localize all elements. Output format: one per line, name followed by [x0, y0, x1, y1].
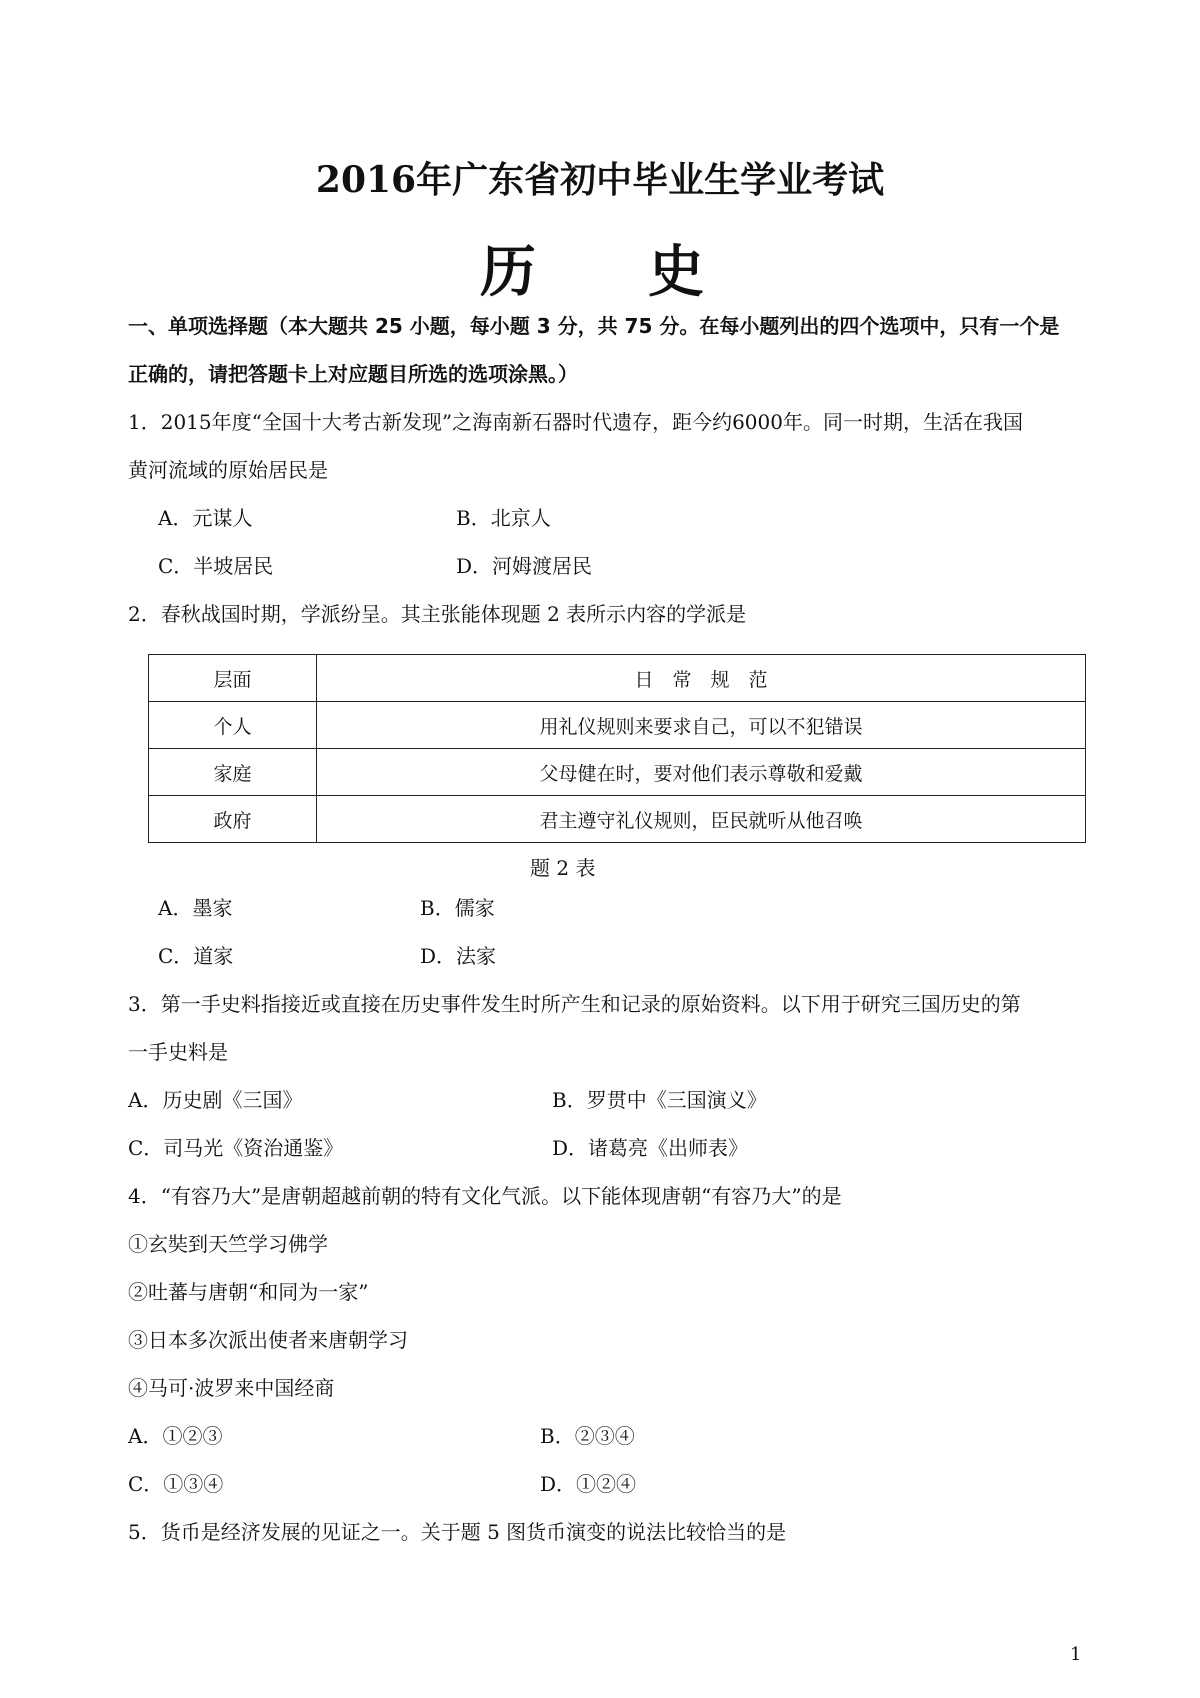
q5-stem: 5．货币是经济发展的见证之一。关于题 5 图货币演变的说法比较恰当的是: [128, 1520, 787, 1544]
table-cell: 政府: [149, 796, 317, 843]
table-cell: 父母健在时，要对他们表示尊敬和爱戴: [317, 749, 1086, 796]
q4-stem: 4．“有容乃大”是唐朝超越前朝的特有文化气派。以下能体现唐朝“有容乃大”的是: [128, 1184, 842, 1208]
q2-table: [148, 654, 1086, 843]
table-cell: 用礼仪规则来要求自己，可以不犯错误: [317, 702, 1086, 749]
q2-table-caption: 题 2 表: [530, 856, 596, 880]
q3-option-a: A．历史剧《三国》: [128, 1088, 303, 1112]
table-header-row: [149, 655, 1086, 702]
table-row: [149, 702, 1086, 749]
q3-option-b: B．罗贯中《三国演义》: [552, 1088, 767, 1112]
q3-option-c: C．司马光《资治通鉴》: [128, 1136, 344, 1160]
q4-option-d: D．①②④: [540, 1472, 637, 1496]
section-instruction-line-1: 一、单项选择题（本大题共 25 小题，每小题 3 分，共 75 分。在每小题列出的四个选项中，只有一个是: [128, 314, 1060, 338]
q1-option-b: B．北京人: [456, 506, 551, 530]
q1-option-a: A．元谋人: [158, 506, 253, 530]
q4-item-1: ①玄奘到天竺学习佛学: [128, 1232, 328, 1256]
exam-title: 2016年广东省初中毕业生学业考试: [315, 159, 885, 201]
q4-item-4: ④马可·波罗来中国经商: [128, 1376, 335, 1400]
table-row: [149, 796, 1086, 843]
table-header-cell: 层面: [149, 655, 317, 702]
table-header-cell: 日 常 规 范: [317, 655, 1086, 702]
table-cell: 家庭: [149, 749, 317, 796]
q4-option-a: A．①②③: [128, 1424, 223, 1448]
q1-option-c: C．半坡居民: [158, 554, 274, 578]
q3-option-d: D．诸葛亮《出师表》: [552, 1136, 749, 1160]
q1-stem-line-1: 1．2015年度“全国十大考古新发现”之海南新石器时代遗存，距今约6000年。同一时期，生活在我国: [128, 410, 1023, 434]
q4-item-3: ③日本多次派出使者来唐朝学习: [128, 1328, 408, 1352]
section-instruction-line-2: 正确的，请把答题卡上对应题目所选的选项涂黑。）: [128, 362, 578, 386]
q4-item-2: ②吐蕃与唐朝“和同为一家”: [128, 1280, 369, 1304]
q2-option-b: B．儒家: [420, 896, 495, 920]
table-cell: 君主遵守礼仪规则，臣民就听从他召唤: [317, 796, 1086, 843]
subject-char-1: 历: [480, 240, 536, 305]
q1-option-d: D．河姆渡居民: [456, 554, 593, 578]
subject-char-2: 史: [648, 240, 704, 305]
q3-stem-line-2: 一手史料是: [128, 1040, 228, 1064]
q1-stem-line-2: 黄河流域的原始居民是: [128, 458, 328, 482]
q2-option-d: D．法家: [420, 944, 497, 968]
q3-stem-line-1: 3．第一手史料指接近或直接在历史事件发生时所产生和记录的原始资料。以下用于研究三国历史的第: [128, 992, 1021, 1016]
q2-option-c: C．道家: [158, 944, 234, 968]
table-cell: 个人: [149, 702, 317, 749]
page-number: 1: [1070, 1644, 1082, 1665]
q2-stem: 2．春秋战国时期，学派纷呈。其主张能体现题 2 表所示内容的学派是: [128, 602, 747, 626]
table-row: [149, 749, 1086, 796]
q4-option-b: B．②③④: [540, 1424, 635, 1448]
q4-option-c: C．①③④: [128, 1472, 224, 1496]
q2-option-a: A．墨家: [158, 896, 233, 920]
